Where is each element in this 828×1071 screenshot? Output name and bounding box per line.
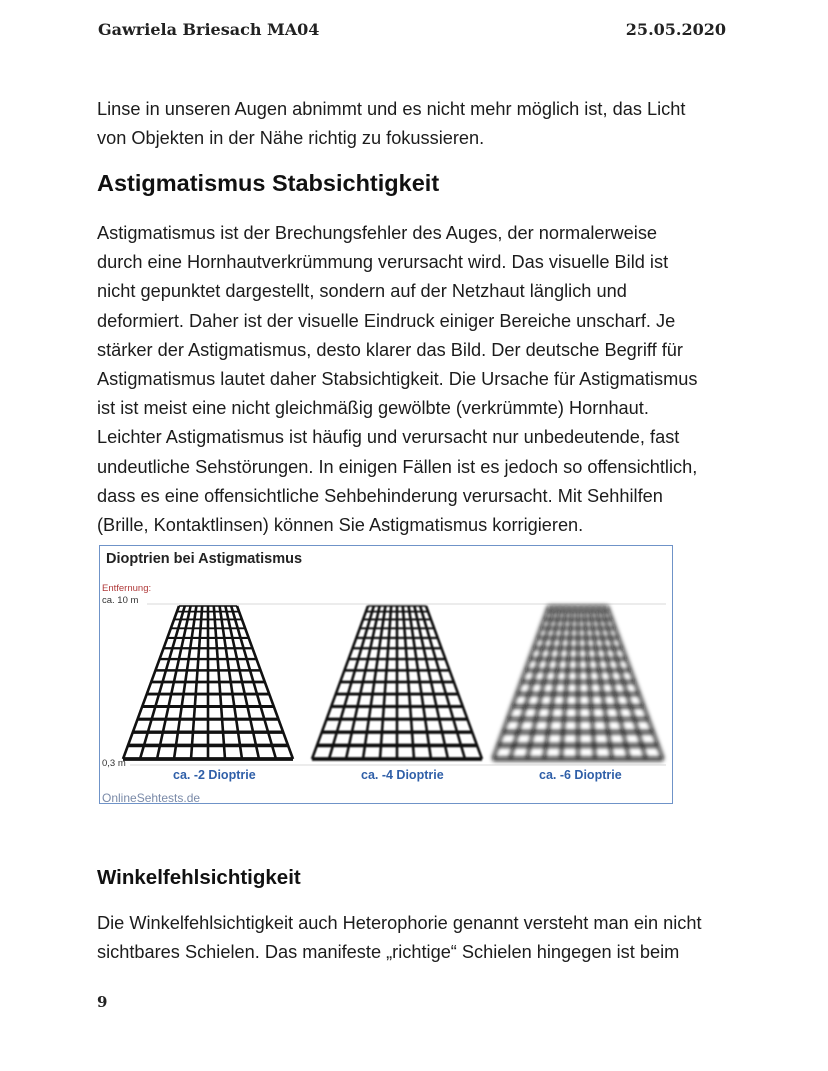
text-line: dass es eine offensichtliche Sehbehinderung verursacht. Mit Sehhilfen [97,485,663,506]
header-date: 25.05.2020 [625,20,726,39]
text-line: Astigmatismus lautet daher Stabsichtigkeit. Die Ursache für Astigmatismus [97,369,698,390]
grid-3 [493,606,663,759]
caption-minus-2: ca. -2 Dioptrie [173,768,256,782]
far-distance-label: ca. 10 m [102,595,139,606]
text-line: Leichter Astigmatismus ist häufig und verursacht nur unbedeutende, fast [97,427,680,448]
text-line: von Objekten in der Nähe richtig zu fokussieren. [97,128,485,149]
astigmatism-figure [99,545,673,804]
text-line: deformiert. Daher ist der visuelle Eindruck einiger Bereiche unscharf. Je [97,310,676,331]
text-line: nicht gepunktet dargestellt, sondern auf der Netzhaut länglich und [97,281,627,302]
distance-label: Entfernung: [102,583,152,594]
caption-minus-6: ca. -6 Dioptrie [539,768,622,782]
text-line: Linse in unseren Augen abnimmt und es nicht mehr möglich ist, das Licht [97,99,686,119]
winkelfehlsichtigkeit-paragraph [97,909,737,967]
section-heading-astigmatismus: Astigmatismus Stabsichtigkeit [97,170,440,196]
page-number: 9 [97,993,108,1011]
intro-paragraph [97,95,737,153]
near-distance-label: 0,3 m [102,758,126,769]
text-line: durch eine Hornhautverkrümmung verursacht wird. Das visuelle Bild ist [97,252,669,273]
text-line: ist ist meist eine nicht gleichmäßig gewölbte (verkrümmte) Hornhaut. [97,398,649,419]
astigmatismus-paragraph [97,219,737,540]
header-author: Gawriela Briesach MA04 [98,20,320,39]
text-line: stärker der Astigmatismus, desto klarer das Bild. Der deutsche Begriff für [97,339,683,360]
figure-title: Dioptrien bei Astigmatismus [106,551,303,567]
text-line: undeutliche Sehstörungen. In einigen Fällen ist es jedoch so offensichtlich, [97,456,698,477]
grid-illustration [100,546,672,803]
text-line: sichtbares Schielen. Das manifeste „richtige“ Schielen hingegen ist beim [97,942,680,963]
grid-1 [123,606,293,759]
text-line: Die Winkelfehlsichtigkeit auch Heterophorie genannt versteht man ein nicht [97,913,702,933]
caption-minus-4: ca. -4 Dioptrie [361,768,444,782]
section-heading-winkelfehlsichtigkeit: Winkelfehlsichtigkeit [97,866,301,889]
grid-2 [312,606,482,759]
text-line: (Brille, Kontaktlinsen) können Sie Astigmatismus korrigieren. [97,515,584,536]
text-line: Astigmatismus ist der Brechungsfehler des Auges, der normalerweise [97,223,658,243]
figure-source: OnlineSehtests.de [102,791,201,805]
